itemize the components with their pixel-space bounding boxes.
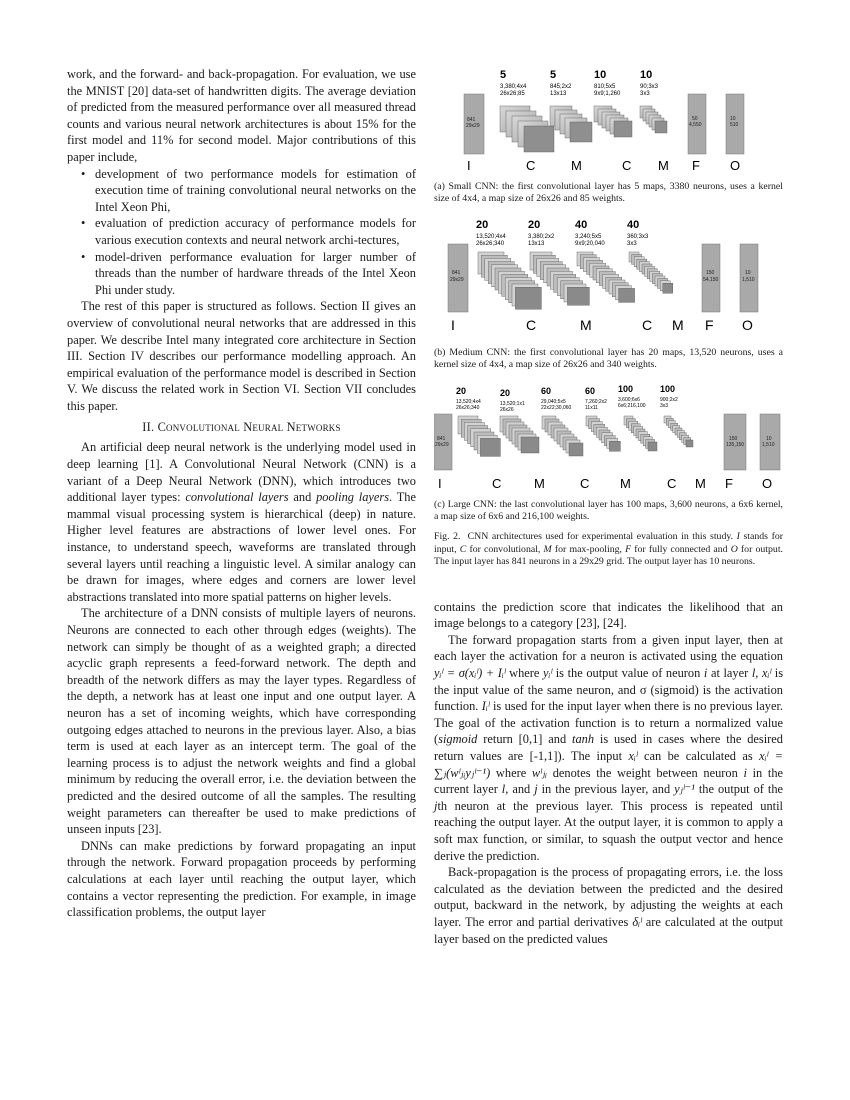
- right-column: [434, 66, 783, 947]
- large-input-a: 841: [437, 435, 446, 442]
- feature-map: [480, 438, 500, 456]
- large-sub-6b: 3x3: [660, 402, 669, 409]
- symbol: l: [751, 666, 756, 681]
- small-input-a: 841: [467, 117, 476, 123]
- feature-map: [515, 287, 541, 309]
- text-run: denotes the weight between neuron: [547, 765, 744, 780]
- medium-input-a: 841: [452, 269, 461, 276]
- small-input-b: 29x29: [466, 123, 480, 129]
- small-out-b: 510: [730, 122, 739, 128]
- text-run: is used in cases where the desired return values are [-1,1]). The input: [434, 732, 783, 763]
- feature-map: [619, 288, 635, 302]
- feature-map: [663, 283, 673, 293]
- paragraph-structure: The rest of this paper is structured as follows. Section II gives an overview of convolutional neural networks that are addressed in this paper. We describe Intel many integrated core architecture in Section III. Section IV describes our performance modelling approach. An empirical evaluation of the performance model is described in Section V. We discuss the related work in Section VI. Section VII concludes this paper.: [67, 299, 416, 413]
- paragraph-back-propagation: [434, 864, 783, 947]
- large-letter-C: C: [492, 475, 502, 491]
- medium-sub-3b: 9x9;20,040: [575, 240, 605, 247]
- text-run: at layer: [707, 666, 752, 681]
- symbol: j: [434, 798, 438, 813]
- medium-sub-3a: 3,240;5x5: [575, 233, 602, 240]
- large-conv1-stack: [458, 416, 500, 456]
- large-letter-M: M: [534, 475, 545, 491]
- medium-cnn-diagram: [434, 218, 783, 348]
- large-head-4: 60: [585, 385, 596, 396]
- text-run: in the previous layer, and: [537, 782, 675, 797]
- figure-large-cnn: [434, 384, 783, 569]
- large-sub-5b: 6x6;216,100: [618, 402, 646, 409]
- large-head-3: 60: [541, 385, 552, 396]
- paragraph-forward-propagation: [434, 632, 783, 864]
- large-letter-F: F: [725, 475, 733, 491]
- figure-label: Fig. 2.: [434, 531, 461, 543]
- text-run: in the current layer: [434, 765, 784, 797]
- large-cnn-diagram: [434, 384, 783, 492]
- text-run: is the input value of the same neuron, and σ (sigmoid) is the activation function.: [434, 666, 784, 714]
- caption-small-cnn: (a) Small CNN: the first convolutional layer has 5 maps, 3380 neurons, uses a kernel size of 4x4, a map size of 26x26 and 85 weights.: [434, 181, 783, 205]
- small-letter-M: M: [571, 158, 582, 173]
- emphasis-sigmoid: sigmoid: [438, 732, 478, 747]
- feature-map: [569, 443, 583, 456]
- medium-out-a: 10: [745, 269, 751, 276]
- large-head-2: 20: [500, 387, 511, 398]
- symbol: yⱼˡ⁻¹: [674, 782, 695, 797]
- text-run: , and: [505, 782, 535, 797]
- medium-sub-2a: 3,380;2x2: [528, 233, 555, 240]
- symbol: Iᵢˡ: [481, 699, 490, 714]
- symbol: O: [730, 543, 738, 555]
- large-letter-C3: C: [667, 475, 677, 491]
- medium-letter-F: F: [705, 316, 714, 333]
- symbol: j: [534, 782, 538, 797]
- large-letter-M3: M: [695, 475, 706, 491]
- large-head-5: 100: [618, 383, 634, 394]
- feature-map: [609, 441, 620, 451]
- equation-activation: yᵢˡ = σ(xᵢˡ) + Iᵢˡ: [434, 666, 506, 681]
- large-head-1: 20: [456, 385, 467, 396]
- large-layer-stacks: [458, 416, 693, 456]
- small-sub-2a: 845;2x2: [550, 84, 572, 90]
- large-out-b: 1,510: [762, 441, 775, 448]
- symbol: xᵢˡ: [628, 749, 638, 763]
- medium-head-2: 20: [528, 218, 541, 231]
- caption-large-cnn: (c) Large CNN: the last convolutional layer has 100 maps, 3,600 neurons, a 6x6 kernel, a map size of 6x6 and 216,100 weights.: [434, 498, 783, 523]
- symbol: i: [703, 666, 708, 681]
- paragraph-prediction-score: contains the prediction score that indicates the likelihood that an image belongs to a category [23], [24].: [434, 599, 783, 631]
- small-sub-4a: 90;3x3: [640, 84, 659, 90]
- paragraph-intro-end: work, and the forward- and back-propagation. For evaluation, we use the MNIST [20] data-set of handwritten digits. The average deviation of predicted from the measured performance over all measured thread counts and various neural network architectures is about 15% for the first model and 11% for second model. Major contributions of this paper include,: [67, 67, 416, 164]
- text-run: for convolutional,: [466, 543, 544, 555]
- feature-map: [648, 442, 657, 451]
- equation-input-sum: xᵢˡ = ∑ⱼ(wˡⱼᵢyⱼˡ⁻¹): [434, 749, 783, 780]
- medium-letter-M: M: [580, 316, 592, 333]
- medium-fc-b: 54,150: [703, 276, 719, 283]
- large-sub-3a: 29,040;5x5: [541, 398, 566, 405]
- text-run: An artificial deep neural network is the underlying model used in deep learning [1]. A Convolutional Neural Network (CNN) is a variant of a Deep Neural Network (DNN), which introduces two additional layer types:: [67, 440, 416, 505]
- small-sub-1b: 26x26;85: [500, 91, 525, 97]
- text-run: . The mammal visual processing system is hierarchical (deep) in nature. Higher level features are abstractions of lower level ones. For instance, to understand speech, waveforms are translated through several layers until reaching a linguistic level. A similar analogy can be drawn for images, where edges and corners are lower level abstractions translated into more spatial patterns on higher levels.: [67, 490, 416, 604]
- feature-map: [521, 437, 539, 453]
- medium-sub-1a: 13,520;4x4: [476, 233, 506, 240]
- small-letter-I: I: [467, 158, 471, 173]
- list-item: • development of two performance models for estimation of execution time of training convolutional neural networks on the Intel Xeon Phi,: [95, 166, 416, 216]
- list-item: • evaluation of prediction accuracy of performance models for various execution contexts and neural network archi-tectures,: [95, 215, 416, 248]
- section-title: Convolutional Neural Networks: [157, 420, 341, 435]
- medium-sub-4b: 3x3: [627, 240, 637, 247]
- large-sub-5a: 3,600;6x6: [618, 396, 640, 403]
- feature-map: [567, 287, 589, 305]
- small-sub-2b: 13x13: [550, 91, 567, 97]
- large-pool2-stack: [586, 416, 620, 451]
- text-run: stands for input,: [434, 531, 783, 555]
- small-pool2-stack: [640, 106, 667, 133]
- large-conv2-stack: [542, 416, 583, 456]
- large-sub-3b: 22x22;30,060: [541, 404, 572, 411]
- medium-pool2-stack: [629, 252, 673, 293]
- text-run: can be calculated as: [637, 749, 760, 763]
- section-heading: [67, 420, 416, 435]
- small-out-a: 10: [730, 116, 736, 122]
- small-fc-a: 50: [692, 116, 698, 122]
- large-sub-6a: 900;2x2: [660, 396, 678, 403]
- symbol: l: [501, 782, 506, 797]
- large-sub-1a: 13,520;4x4: [456, 398, 481, 405]
- small-letter-C2: C: [622, 158, 632, 173]
- symbol: F: [625, 543, 632, 555]
- small-sub-3a: 810;5x5: [594, 84, 616, 90]
- large-letter-M2: M: [620, 475, 631, 491]
- paragraph-dnn-architecture: The architecture of a DNN consists of multiple layers of neurons. Neurons are connected to each other through edges (weights). The network can simply be thought of as a weighted graph; a directed acyclic graph represents a feed-forward network. The depth and breadth of the network differs as may the layer types. Regardless of the depth, a network has at least one input and one output layer. A neuron has a set of incoming weights, which have corresponding outgoing edges attached to neurons in the previous layer. Also, a bias term is used at each layer as an intercept term. The goal of the learning process is to adjust the network weights and find a global minimum by reducing the overall error, i.e. the deviation between the predicted and the desired outcome of all the samples. The resulting weight parameters can thereafter be used to make predictions of unseen inputs [23].: [67, 606, 416, 837]
- large-pool3-stack: [664, 416, 693, 447]
- symbol: i: [743, 765, 747, 780]
- medium-input-b: 29x29: [450, 276, 464, 283]
- text-run: is the output value of neuron: [552, 666, 704, 681]
- text-run: and: [288, 490, 317, 505]
- medium-sub-4a: 360;3x3: [627, 233, 649, 240]
- left-column: [67, 66, 416, 921]
- small-letter-C: C: [526, 158, 536, 173]
- text-run: is used for the input layer when there is no previous layer. The goal of the activation function is to return a normalized value (: [434, 699, 783, 747]
- text-run: CNN architectures used for experimental evaluation in this study.: [467, 531, 737, 543]
- small-letter-F: F: [692, 158, 700, 173]
- small-head-2: 5: [550, 69, 557, 81]
- medium-sub-2b: 13x13: [528, 240, 545, 247]
- medium-letter-M2: M: [672, 316, 684, 333]
- large-letter-C2: C: [580, 475, 590, 491]
- large-head-6: 100: [660, 383, 676, 394]
- medium-fc-a: 150: [706, 269, 715, 276]
- text-run: The forward propagation starts from a given input layer, then at each layer the activation for a neuron is activated using the equation: [434, 632, 783, 664]
- large-out-a: 10: [766, 435, 772, 442]
- text-run: ,: [755, 666, 762, 681]
- small-pool1-stack: [550, 106, 592, 142]
- medium-layer-stacks: [478, 252, 673, 309]
- small-sub-1a: 3,380;4x4: [500, 84, 527, 90]
- text-run: th neuron at the previous layer. This process is repeated until reaching the output layer. At the output layer, it is common to apply a soft max function, or similar, to squash the output vector and hence derive the prediction.: [434, 798, 783, 863]
- symbol: yᵢˡ: [542, 666, 553, 681]
- small-letter-M2: M: [658, 158, 669, 173]
- large-sub-1b: 26x26;340: [456, 404, 480, 411]
- medium-out-b: 1,510: [742, 276, 755, 283]
- medium-letter-C2: C: [642, 316, 653, 333]
- text-run: where: [505, 666, 543, 681]
- large-input-b: 29x29: [435, 441, 449, 448]
- caption-medium-cnn: (b) Medium CNN: the first convolutional layer has 20 maps, 13,520 neurons, uses a kernel size of 4x4, a map size of 26x26 and 340 weights.: [434, 346, 783, 371]
- text-run: the output of the: [694, 782, 784, 797]
- medium-head-1: 20: [476, 218, 489, 231]
- emphasis-conv-layers: convolutional layers: [185, 490, 289, 505]
- symbol: wˡⱼᵢ: [531, 765, 548, 780]
- large-fc-b: 135,150: [726, 441, 745, 448]
- small-head-4: 10: [640, 69, 653, 81]
- emphasis-tanh: tanh: [572, 732, 595, 747]
- paragraph-cnn: [67, 439, 416, 605]
- large-letter-O: O: [762, 475, 773, 491]
- small-fc-b: 4,550: [689, 122, 702, 128]
- text-run: for fully connected and: [631, 543, 731, 555]
- symbol: δᵢˡ: [632, 914, 642, 929]
- section-number: II.: [142, 420, 155, 435]
- symbol: M: [543, 543, 552, 555]
- symbol: xᵢˡ: [762, 666, 772, 681]
- figure-medium-cnn: [434, 218, 783, 372]
- large-pool1-stack: [500, 416, 539, 453]
- symbol: C: [459, 543, 467, 555]
- contributions-list: [67, 166, 416, 299]
- text-run: for output. The input layer has 841 neurons in a 29x29 grid. The output layer has 10 neurons.: [434, 543, 783, 568]
- small-conv2-stack: [594, 106, 632, 137]
- medium-letter-I: I: [451, 316, 455, 333]
- text-run: for max-pooling,: [551, 543, 626, 555]
- feature-map: [686, 440, 693, 447]
- small-conv1-stack: [500, 106, 554, 152]
- list-item: • model-driven performance evaluation for larger number of threads than the number of hardware threads of the Intel Xeon Phi under study.: [95, 249, 416, 299]
- small-head-1: 5: [500, 69, 507, 81]
- large-sub-2b: 26x26: [500, 406, 514, 413]
- figure-small-cnn: [434, 66, 783, 206]
- paragraph-forward: DNNs can make predictions by forward propagating an input through the network. Forward propagation proceeds by performing calculations at each layer until reaching the output layer, which contains a vector representing the prediction. For example, in image classification problems, the output layer: [67, 838, 416, 920]
- figure-caption: [434, 531, 783, 568]
- small-sub-4b: 3x3: [640, 91, 650, 97]
- symbol: I: [736, 531, 740, 543]
- large-letter-I: I: [438, 475, 442, 491]
- text-run: where: [490, 765, 532, 780]
- large-sub-4b: 11x11: [585, 404, 598, 411]
- text-run: are calculated at the output layer based on the predicted values: [434, 914, 784, 946]
- text-run: return [0,1] and: [477, 732, 573, 747]
- medium-head-3: 40: [575, 218, 588, 231]
- medium-letter-C: C: [526, 316, 537, 333]
- small-letter-O: O: [730, 158, 741, 173]
- medium-letter-O: O: [742, 316, 753, 333]
- emphasis-pooling-layers: pooling layers: [316, 490, 390, 505]
- large-sub-4a: 7,260;2x2: [585, 398, 607, 405]
- large-conv3-stack: [624, 416, 657, 451]
- text-run: Back-propagation is the process of propagating errors, i.e. the loss calculated as the deviation between the predicted and the desired output, backward in the network, by adjusting the weights at each layer. The error and partial derivatives: [434, 865, 783, 929]
- medium-sub-1b: 26x26;340: [476, 240, 505, 247]
- small-sub-3b: 9x9;1,260: [594, 91, 621, 97]
- small-head-3: 10: [594, 69, 607, 81]
- medium-head-4: 40: [627, 218, 640, 231]
- small-cnn-diagram: [434, 66, 783, 176]
- large-sub-2a: 13,520;1x1: [500, 400, 525, 407]
- large-fc-a: 150: [729, 435, 738, 442]
